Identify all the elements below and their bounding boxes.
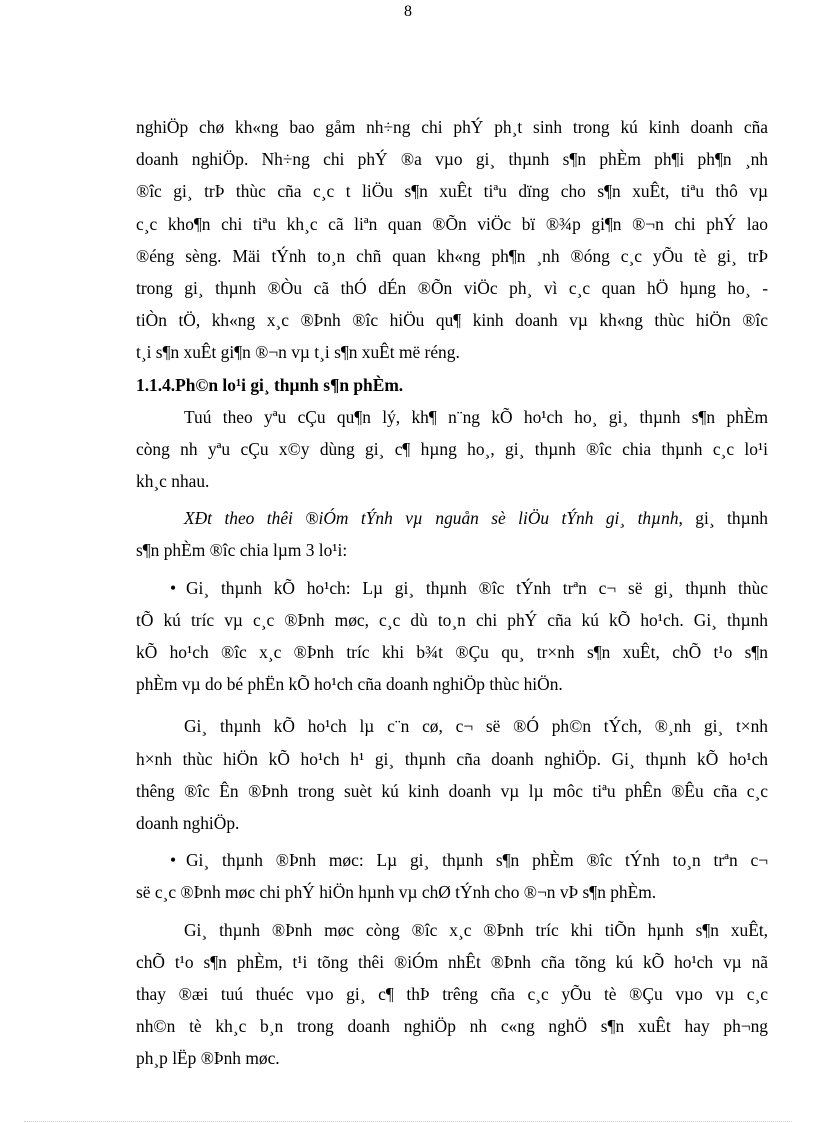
page-number: 8 — [404, 3, 412, 20]
paragraph-line: nghiÖp chø kh«ng bao gåm nh÷ng chi phÝ ph¸t sinh trong kú kinh doanh cña — [136, 117, 768, 137]
paragraph-line: së c¸c ®Þnh møc chi phÝ hiÖn hµnh vµ chØ tÝnh cho ®¬n vÞ s¶n phÈm. — [136, 882, 657, 903]
paragraph-line: doanh nghiÖp. — [136, 812, 240, 833]
paragraph-line: thay ®æi tuú thuéc vµo gi¸ c¶ thÞ trêng cña c¸c yÕu tè ®Çu vµo vµ c¸c — [136, 983, 768, 1004]
paragraph-line: trong gi¸ thµnh ®Òu cã thÓ dÉn ®Õn viÖc ph¸ vì c¸c quan hÖ hµng ho¸ - — [136, 277, 768, 298]
paragraph-line: doanh nghiÖp. Nh÷ng chi phÝ ®a vµo gi¸ thµnh s¶n phÈm ph¶i ph¶n ¸nh — [136, 149, 768, 170]
section-heading: 1.1.4.Ph©n lo¹i gi¸ thµnh s¶n phÈm. — [136, 374, 404, 395]
lead-rest: , gi¸ thµnh — [678, 508, 768, 529]
paragraph-line: còng nh yªu cÇu x©y dùng gi¸ c¶ hµng ho¸, gi¸ thµnh ®îc chia thµnh c¸c lo¹i — [136, 438, 768, 459]
paragraph-line: Gi¸ thµnh kÕ ho¹ch lµ c¨n cø, c¬ së ®Ó ph©n tÝch, ®¸nh gi¸ t×nh — [184, 716, 768, 737]
paragraph-line — [136, 502, 768, 534]
paragraph-line: kÕ ho¹ch ®îc x¸c ®Þnh tríc khi b¾t ®Çu qu¸ tr×nh s¶n xuÊt, chÕ t¹o s¶n — [136, 642, 768, 662]
bullet-text: Gi¸ thµnh kÕ ho¹ch: Lµ gi¸ thµnh ®îc tÝnh trªn c¬ së gi¸ thµnh thùc — [186, 577, 768, 598]
paragraph-line: tÕ kú tríc vµ c¸c ®Þnh møc, c¸c dù to¸n chi phÝ cña kú kÕ ho¹ch. Gi¸ thµnh — [136, 609, 768, 630]
paragraph-line: phÈm vµ do bé phËn kÕ ho¹ch cña doanh nghiÖp thùc hiÖn. — [136, 674, 563, 695]
bullet-icon: • — [170, 850, 177, 871]
paragraph-line: ph¸p lËp ®Þnh møc. — [136, 1048, 280, 1069]
paragraph-line: Gi¸ thµnh ®Þnh møc còng ®îc x¸c ®Þnh tríc khi tiÕn hµnh s¶n xuÊt, — [184, 919, 768, 940]
paragraph-line: c¸c kho¶n chi tiªu kh¸c cã liªn quan ®Õn viÖc bï ®¾p gi¶n ®¬n chi phÝ lao — [136, 213, 768, 234]
paragraph-line: ®îc gi¸ trÞ thùc cña c¸c t liÖu s¶n xuÊt tiªu dïng cho s¶n xuÊt, tiªu thô vµ — [136, 181, 768, 202]
page-bottom-divider — [24, 1121, 792, 1122]
bullet-line — [136, 572, 768, 604]
paragraph-line: chÕ t¹o s¶n phÈm, t¹i tõng thêi ®iÓm nhÊt ®Þnh cña tõng kú kÕ ho¹ch vµ nã — [136, 951, 768, 972]
bullet-line — [136, 844, 768, 876]
bullet-icon: • — [170, 577, 177, 598]
body-text — [136, 111, 768, 1074]
paragraph-line: nh©n tè kh¸c b¸n trong doanh nghiÖp nh c«ng nghÖ s¶n xuÊt hay ph¬ng — [136, 1016, 768, 1037]
paragraph-line: Tuú theo yªu cÇu qu¶n lý, kh¶ n¨ng kÕ ho¹ch ho¸ gi¸ thµnh s¶n phÈm — [184, 406, 768, 427]
italic-lead: XÐt theo thêi ®iÓm tÝnh vµ nguån sè liÖu tÝnh gi¸ thµnh — [184, 508, 679, 529]
paragraph-line: kh¸c nhau. — [136, 471, 210, 492]
paragraph-line: tiÒn tÖ, kh«ng x¸c ®Þnh ®îc hiÖu qu¶ kinh doanh vµ kh«ng thùc hiÖn ®îc — [136, 310, 768, 331]
paragraph-line: ®éng sèng. Mäi tÝnh to¸n chñ quan kh«ng ph¶n ¸nh ®óng c¸c yÕu tè gi¸ trÞ — [136, 245, 768, 266]
paragraph-line: s¶n phÈm ®îc chia lµm 3 lo¹i: — [136, 540, 348, 561]
paragraph-line: h×nh thùc hiÖn kÕ ho¹ch h¹ gi¸ thµnh cña doanh nghiÖp. Gi¸ thµnh kÕ ho¹ch — [136, 748, 768, 769]
bullet-text: Gi¸ thµnh ®Þnh møc: Lµ gi¸ thµnh s¶n phÈm ®îc tÝnh to¸n trªn c¬ — [186, 850, 768, 871]
paragraph-line: thêng ®îc Ên ®Þnh trong suèt kú kinh doanh vµ lµ môc tiªu phÊn ®Êu cña c¸c — [136, 780, 768, 801]
paragraph-line: t¸i s¶n xuÊt gi¶n ®¬n vµ t¸i s¶n xuÊt më réng. — [136, 342, 460, 363]
